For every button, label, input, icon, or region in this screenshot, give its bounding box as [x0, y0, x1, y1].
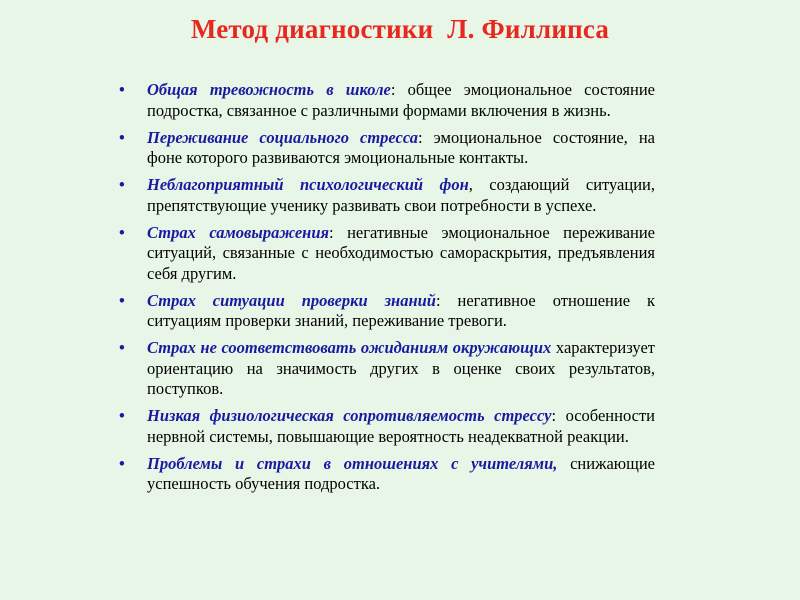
item-text: , создающий ситуации, препятствующие ученику развивать свои потребности в успехе.: [147, 175, 655, 215]
item-text: : эмоциональное состояние, на фоне которого развиваются эмоциональные контакты.: [147, 127, 655, 167]
item-text: : особенности нервной системы, повышающие вероятность неадекватной реакции.: [147, 406, 655, 446]
item-term: Низкая физиологическая сопротивляемость стрессу: [147, 406, 552, 425]
item-term: Неблагоприятный психологический фон: [147, 175, 469, 194]
bullet-icon: •: [119, 80, 125, 99]
item-text: характеризует ориентацию на значимость других в оценке своих результатов, поступков.: [147, 338, 655, 398]
list-item: [115, 338, 655, 400]
list-item: [115, 406, 655, 447]
item-term: Общая тревожность в школе: [147, 80, 391, 99]
bullet-icon: •: [119, 338, 125, 357]
list-item: [115, 128, 655, 169]
bullet-icon: •: [119, 222, 125, 242]
list-item: [115, 223, 655, 285]
item-term: Проблемы и страхи в отношениях с учителями,: [147, 453, 558, 473]
item-term: Страх самовыражения: [147, 222, 329, 242]
list-item: [115, 291, 655, 332]
item-text: снижающие успешность обучения подростка.: [147, 453, 655, 493]
item-term: Страх не соответствовать ожиданиям окружающих: [147, 338, 552, 357]
bullet-icon: •: [119, 290, 125, 310]
list-item: [115, 454, 655, 495]
item-text: : негативное отношение к ситуациям проверки знаний, переживание тревоги.: [147, 290, 655, 330]
bullet-list: [115, 80, 655, 501]
bullet-icon: •: [119, 175, 125, 194]
slide-title: Метод диагностики Л. Филлипса: [190, 14, 610, 44]
item-term: Переживание социального стресса: [147, 127, 418, 147]
bullet-icon: •: [119, 406, 125, 425]
list-item: [115, 80, 655, 121]
item-term: Страх ситуации проверки знаний: [147, 290, 436, 310]
list-item: [115, 175, 655, 216]
item-text: : общее эмоциональное состояние подростка, связанное с различными формами включения в жизнь.: [147, 80, 655, 120]
bullet-icon: •: [119, 127, 125, 147]
item-text: : негативные эмоциональное переживание ситуаций, связанные с необходимостью самораскрытия, предъявления себя другим.: [147, 222, 655, 283]
bullet-icon: •: [119, 453, 125, 473]
